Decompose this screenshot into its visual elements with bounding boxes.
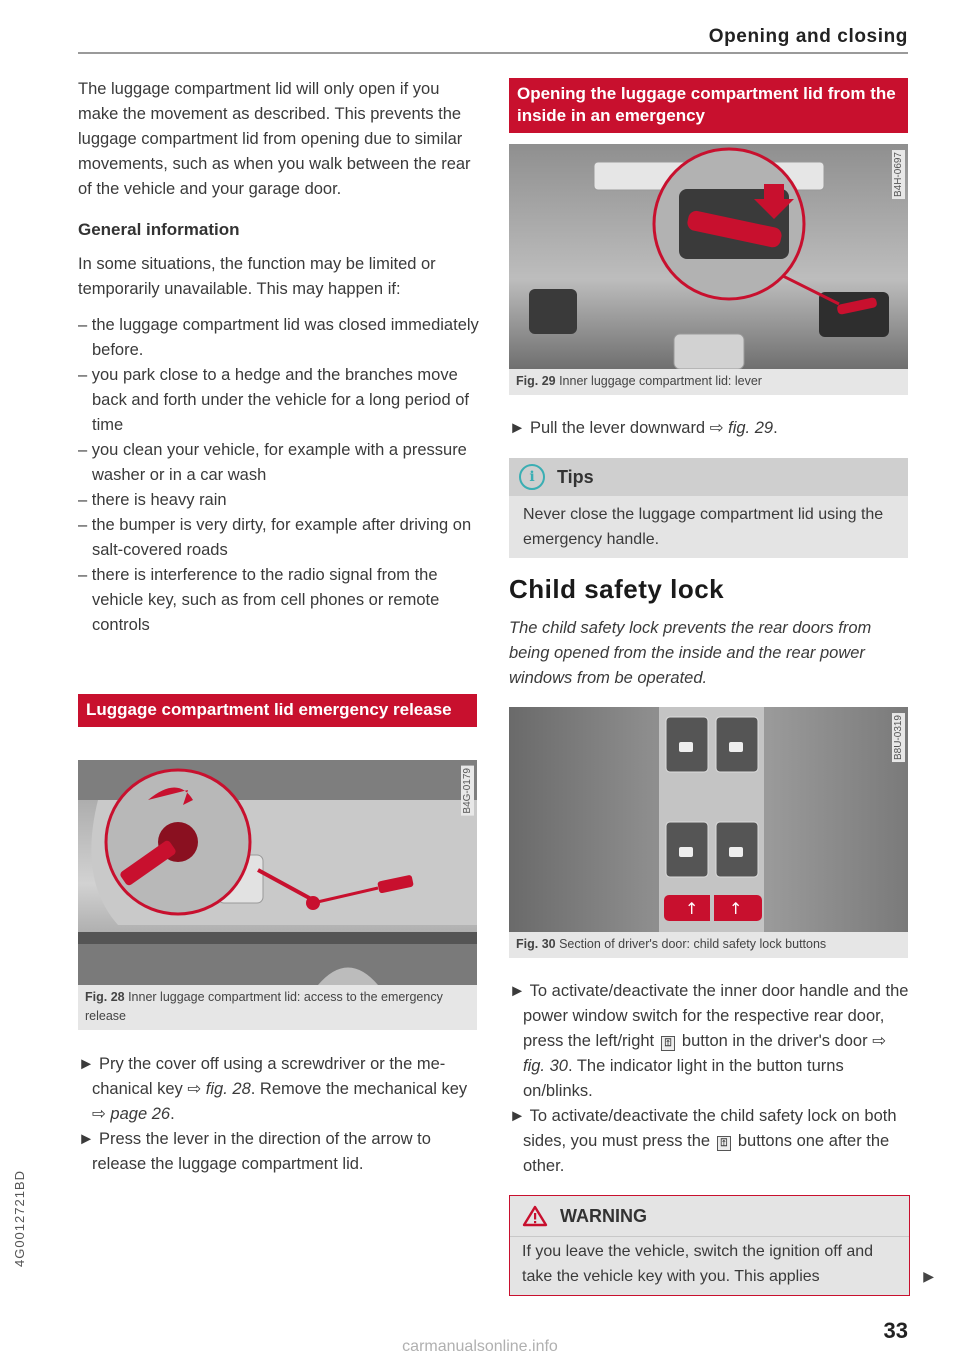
pull-step [509,416,909,441]
step-item [509,1104,909,1179]
figure-28 [78,760,477,1030]
list-item: – the bumper is very dirty, for example after driving on salt-covered roads [78,516,472,559]
caption-text: Inner luggage compartment lid: lever [559,374,762,388]
step-text: . [170,1105,175,1123]
document-code: 4G0012721BD [12,1170,27,1268]
fig-reference-link[interactable]: ⇨ fig. 30 [523,1032,887,1075]
figure-label: Fig. 30 [516,937,556,951]
inside-emergency-heading: Opening the luggage compartment lid from the inside in an emergency [509,78,908,133]
figure-caption [509,932,908,958]
step-arrow: ► [509,1107,526,1125]
intro-paragraph: The luggage compartment lid will only open if you make the movement as described. This prevents the luggage compartment lid from opening due to similar movements, such as when you walk between the rear of the vehicle and your garage door. [78,80,471,198]
page-reference-link[interactable]: ⇨ page 26 [92,1105,171,1123]
list-item: – the luggage compartment lid was closed immediately before. [78,316,479,359]
step-text: . The indicator light in the button turns on/blinks. [523,1057,844,1100]
lever-illustration [509,144,908,369]
child-lock-steps [509,979,909,1179]
svg-text:↑: ↑ [685,899,699,918]
step-text: . [773,419,778,437]
warning-box [509,1195,910,1296]
step-text: Pull the lever downward [529,419,710,437]
tips-title: Tips [557,466,594,487]
child-lock-button-icon: ⍐ [717,1136,732,1151]
step-arrow: ► [78,1055,95,1073]
step-item [509,979,909,1104]
door-buttons-illustration [509,707,908,932]
section-title: Opening and closing [708,26,908,47]
step-text: Press the lever in the direction of the arrow to release the luggage compartment lid. [92,1130,431,1173]
step-text: button in the driver's door [677,1032,873,1050]
conditions-list [78,313,480,638]
child-safety-intro: The child safety lock prevents the rear doors from being opened from the inside and the rear power windows from be operated. [509,619,872,687]
figure-29-image [509,144,908,369]
figure-29 [509,144,908,395]
tips-box [509,458,908,558]
emergency-release-heading: Luggage compartment lid emergency release [78,694,477,727]
step-text: buttons one after the other. [523,1132,890,1175]
page-number: 33 [883,1318,908,1343]
fig-reference-link[interactable]: ⇨ fig. 28 [187,1080,251,1098]
header-rule [78,52,908,54]
warning-triangle-icon [522,1205,548,1227]
general-info-text: In some situations, the function may be limited or temporarily unavailable. This may happen if: [78,255,436,298]
caption-text: Section of driver's door: child safety lock buttons [559,937,827,951]
list-item: – there is interference to the radio signal from the vehicle key, such as from cell phones or remote controls [78,566,440,634]
caption-text: Inner luggage compartment lid: access to the emergency release [85,990,443,1023]
tips-text: Never close the luggage compartment lid using the emergency handle. [523,506,884,548]
warning-header [510,1196,909,1236]
info-icon: i [519,464,545,490]
left-column [78,77,480,638]
figure-code: B8U-0319 [893,715,904,761]
fig-reference-link[interactable]: ⇨ fig. 29 [709,419,774,437]
list-item: – you park close to a hedge and the branches move back and forth under the vehicle for a long period of time [78,366,469,434]
child-lock-button-icon: ⍐ [661,1036,676,1051]
emergency-steps [78,1052,480,1177]
figure-code: B4H-0697 [893,152,904,198]
step-text: To activate/deactivate the child safety lock on both sides, you must press the [523,1107,897,1150]
continue-arrow-icon: ▶ [923,1268,934,1284]
watermark: carmanualsonline.info [402,1338,558,1355]
warning-title: WARNING [560,1205,647,1226]
step-item [78,1052,480,1127]
list-item: – you clean your vehicle, for example with a pressure washer or in a car wash [78,441,467,484]
step-text: . Remove the mechanical key [250,1080,468,1098]
step-arrow: ► [509,982,526,1000]
step-arrow: ► [78,1130,95,1148]
step-item [78,1127,480,1177]
tips-header [509,458,908,496]
step-text: Pry the cover off using a screwdriver or the mechanical key [92,1055,446,1098]
figure-label: Fig. 29 [516,374,556,388]
figure-28-image [78,760,477,985]
general-info-heading: General information [78,220,240,239]
child-safety-heading: Child safety lock [509,574,725,604]
figure-caption [78,985,477,1030]
step-arrow: ► [509,419,526,437]
figure-caption [509,369,908,395]
step-text: To activate/deactivate the inner door handle and the power window switch for the respective rear door, press the left/right [523,982,909,1050]
list-item: – there is heavy rain [78,491,227,509]
figure-30 [509,707,908,958]
svg-text:↑: ↑ [729,899,743,918]
step-item [509,416,909,441]
trunk-lid-illustration [78,760,477,985]
figure-30-image [509,707,908,932]
warning-text: If you leave the vehicle, switch the ignition off and take the vehicle key with you. This applies [510,1236,909,1295]
figure-label: Fig. 28 [85,990,125,1004]
figure-code: B4G-0179 [462,768,473,814]
